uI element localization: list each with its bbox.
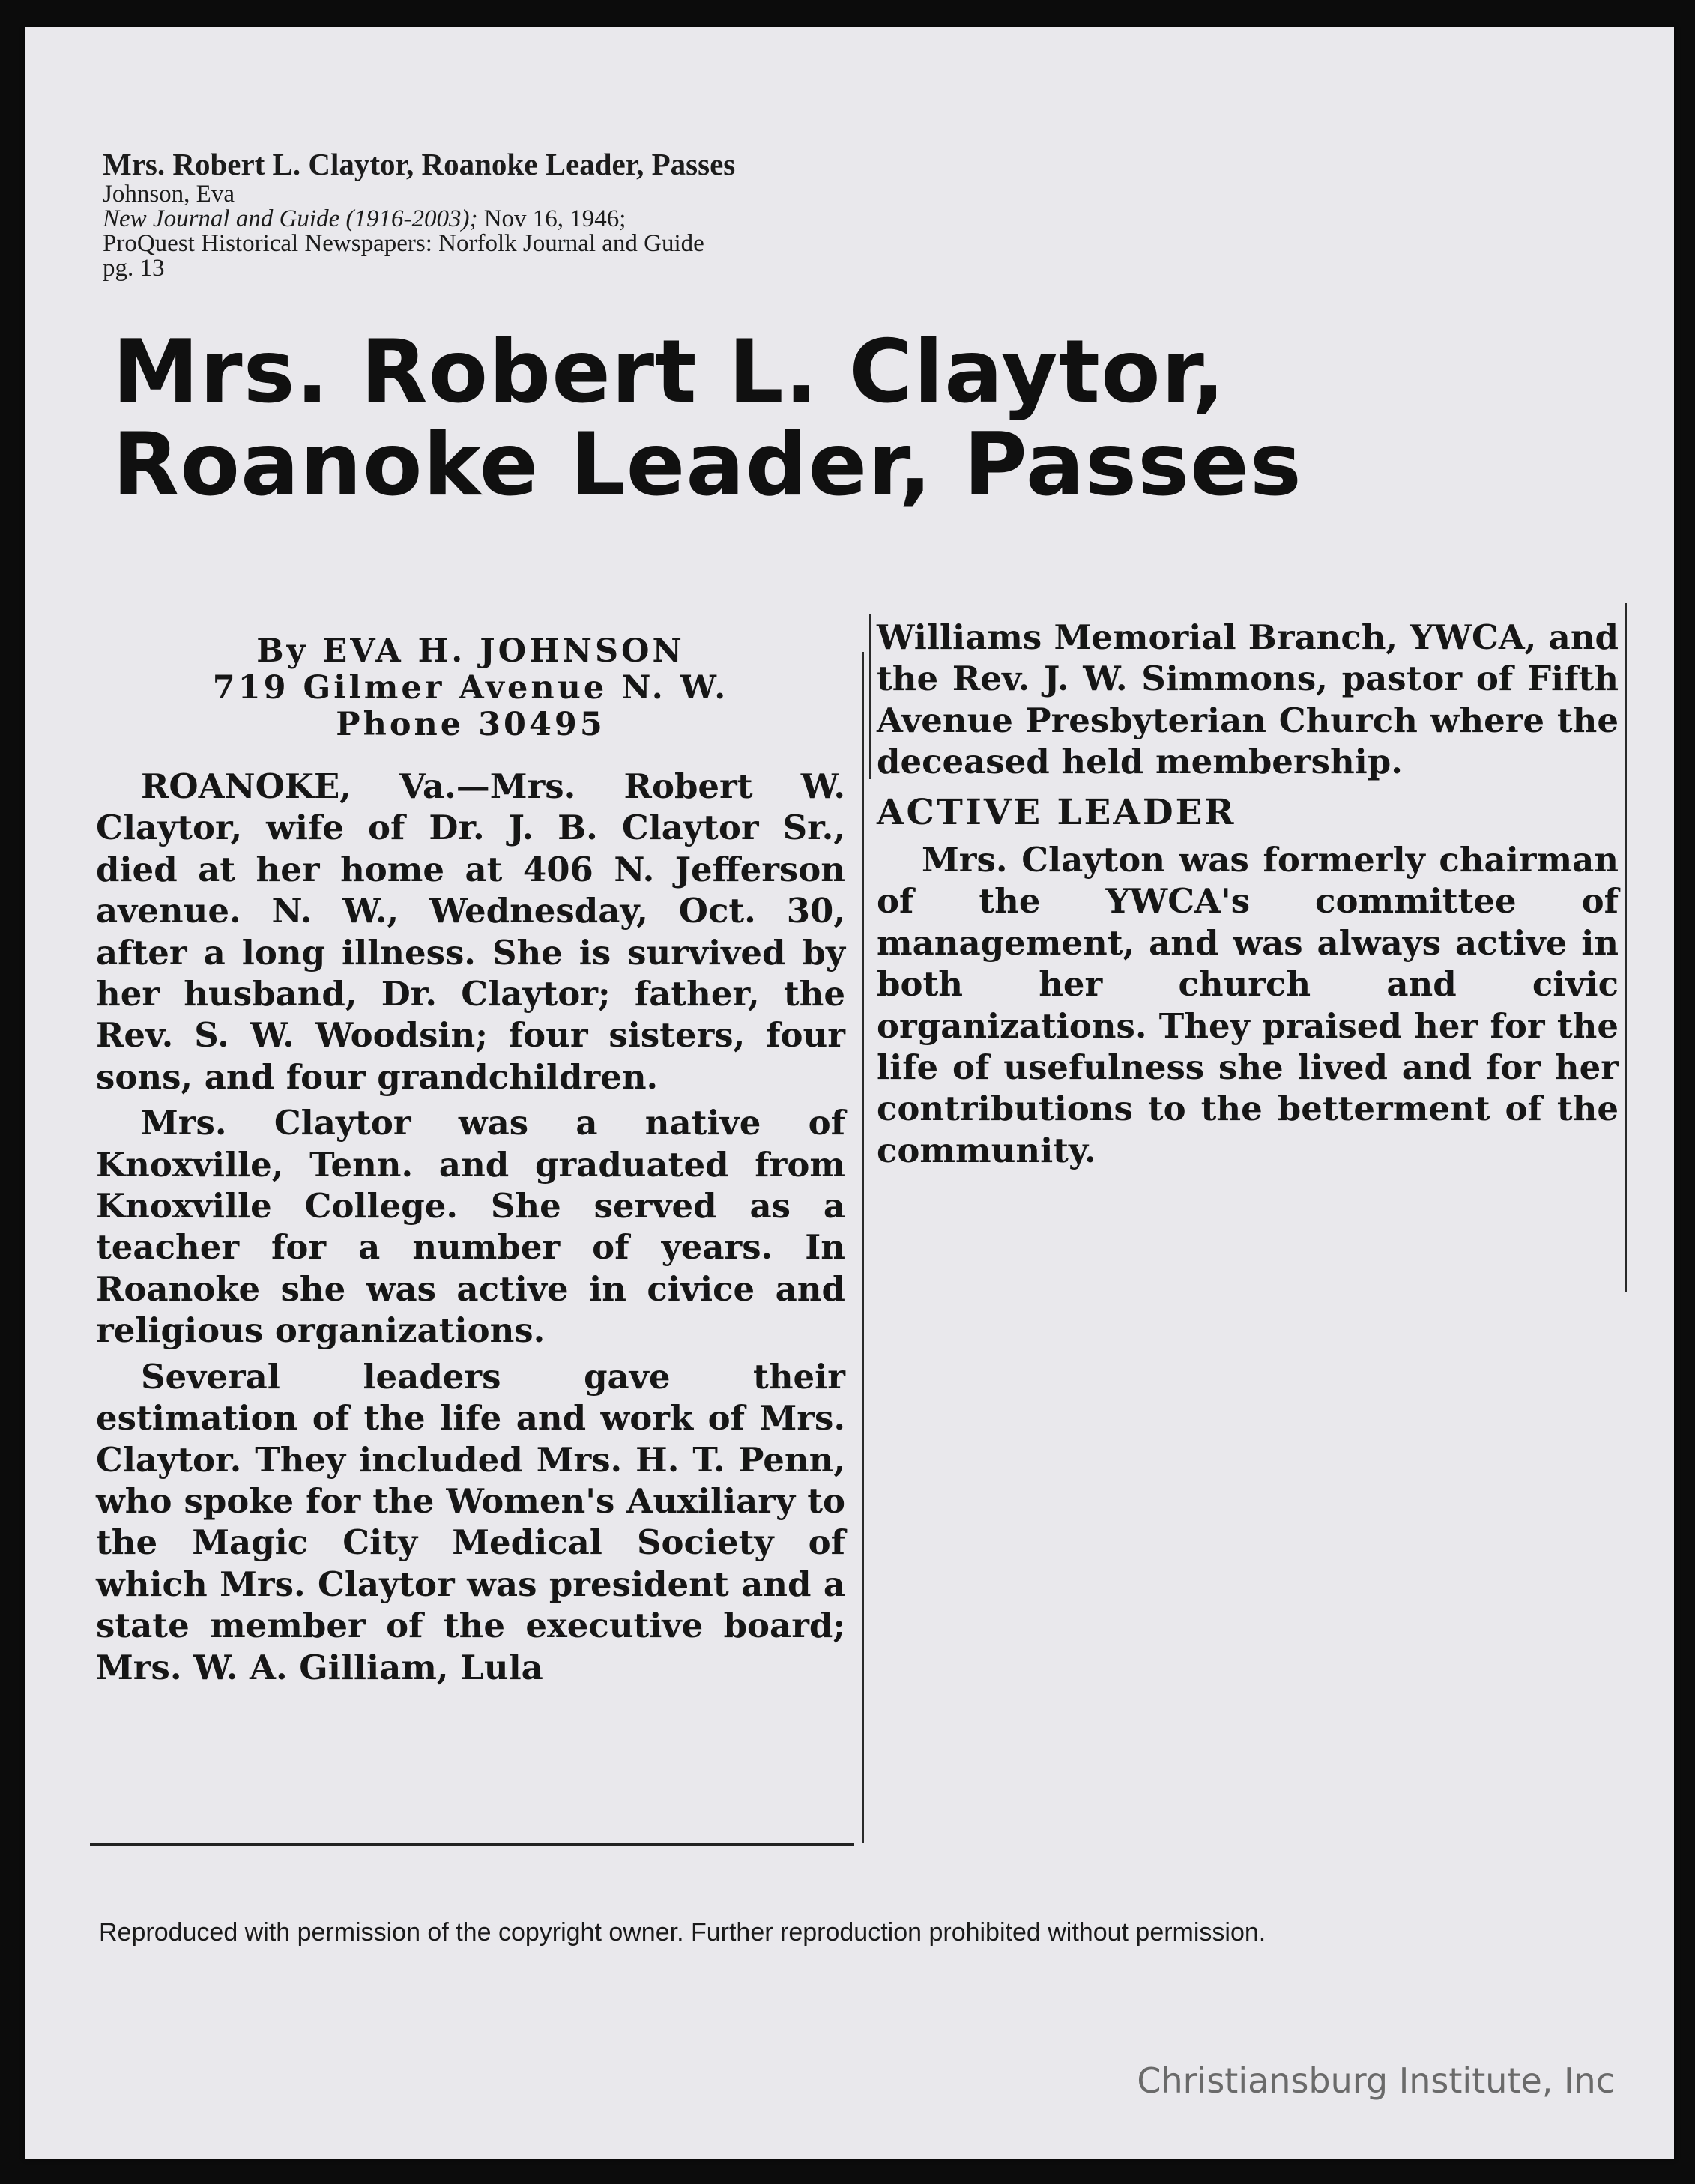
article-column-right — [877, 617, 1619, 1171]
headline-line-2: Roanoke Leader, Passes — [112, 414, 1302, 515]
citation-title: Mrs. Robert L. Claytor, Roanoke Leader, Passes — [103, 147, 736, 181]
article-column-left — [96, 633, 845, 1688]
bottom-rule — [90, 1843, 854, 1846]
citation-source — [103, 207, 927, 232]
citation-author: Johnson, Eva — [103, 181, 235, 208]
article-paragraph: ROANOKE, Va.—Mrs. Robert W. Claytor, wife of Dr. J. B. Claytor Sr., died at her home at 406 N. Jefferson avenue. N. W., Wednesday, Oct. 30, after a long illness. She is survived by her husband, Dr. Claytor; father, the Rev. S. W. Woodsin; four sisters, four sons, and four grandchildren. — [96, 766, 845, 1097]
byline — [96, 633, 845, 743]
byline-phone: Phone 30495 — [336, 706, 605, 743]
column-divider — [862, 652, 864, 1843]
article-paragraph: Williams Memorial Branch, YWCA, and the Rev. J. W. Simmons, pastor of Fifth Avenue Presbyterian Church where the deceased held membership. — [877, 617, 1619, 782]
column-rule — [869, 614, 871, 779]
copyright-notice: Reproduced with permission of the copyright owner. Further reproduction prohibited without permission. — [99, 1918, 1266, 1946]
article-headline — [112, 321, 1536, 515]
section-subhead: ACTIVE LEADER — [877, 791, 1236, 833]
article-paragraph: Mrs. Clayton was formerly chairman of the YWCA's committee of management, and was always active in both her church and civic organizations. They praised her for the life of usefulness she lived and for her contributions to the betterment of the community. — [877, 840, 1619, 1170]
article-paragraph: Mrs. Claytor was a native of Knoxville, Tenn. and graduated from Knoxville College. She served as a teacher for a number of years. In Roanoke she was active in civice and religious organizations. — [96, 1103, 845, 1351]
citation-page: pg. 13 — [103, 255, 165, 282]
watermark: Christiansburg Institute, Inc — [1137, 2060, 1615, 2101]
article-paragraph: Several leaders gave their estimation of the life and work of Mrs. Claytor. They included Mrs. H. T. Penn, who spoke for the Women's Auxiliary to the Magic City Medical Society of which Mrs. Claytor was president and a state member of the executive board; Mrs. W. A. Gilliam, Lula — [96, 1356, 845, 1687]
citation-block — [103, 146, 927, 281]
headline-line-1: Mrs. Robert L. Claytor, — [112, 321, 1226, 423]
column-rule-right — [1625, 603, 1627, 1292]
citation-date: Nov 16, 1946; — [477, 205, 626, 232]
byline-address: 719 Gilmer Avenue N. W. — [212, 669, 729, 707]
byline-name: By EVA H. JOHNSON — [256, 632, 685, 670]
citation-database: ProQuest Historical Newspapers: Norfolk Journal and Guide — [103, 230, 704, 257]
citation-publication: New Journal and Guide (1916-2003); — [103, 205, 478, 232]
